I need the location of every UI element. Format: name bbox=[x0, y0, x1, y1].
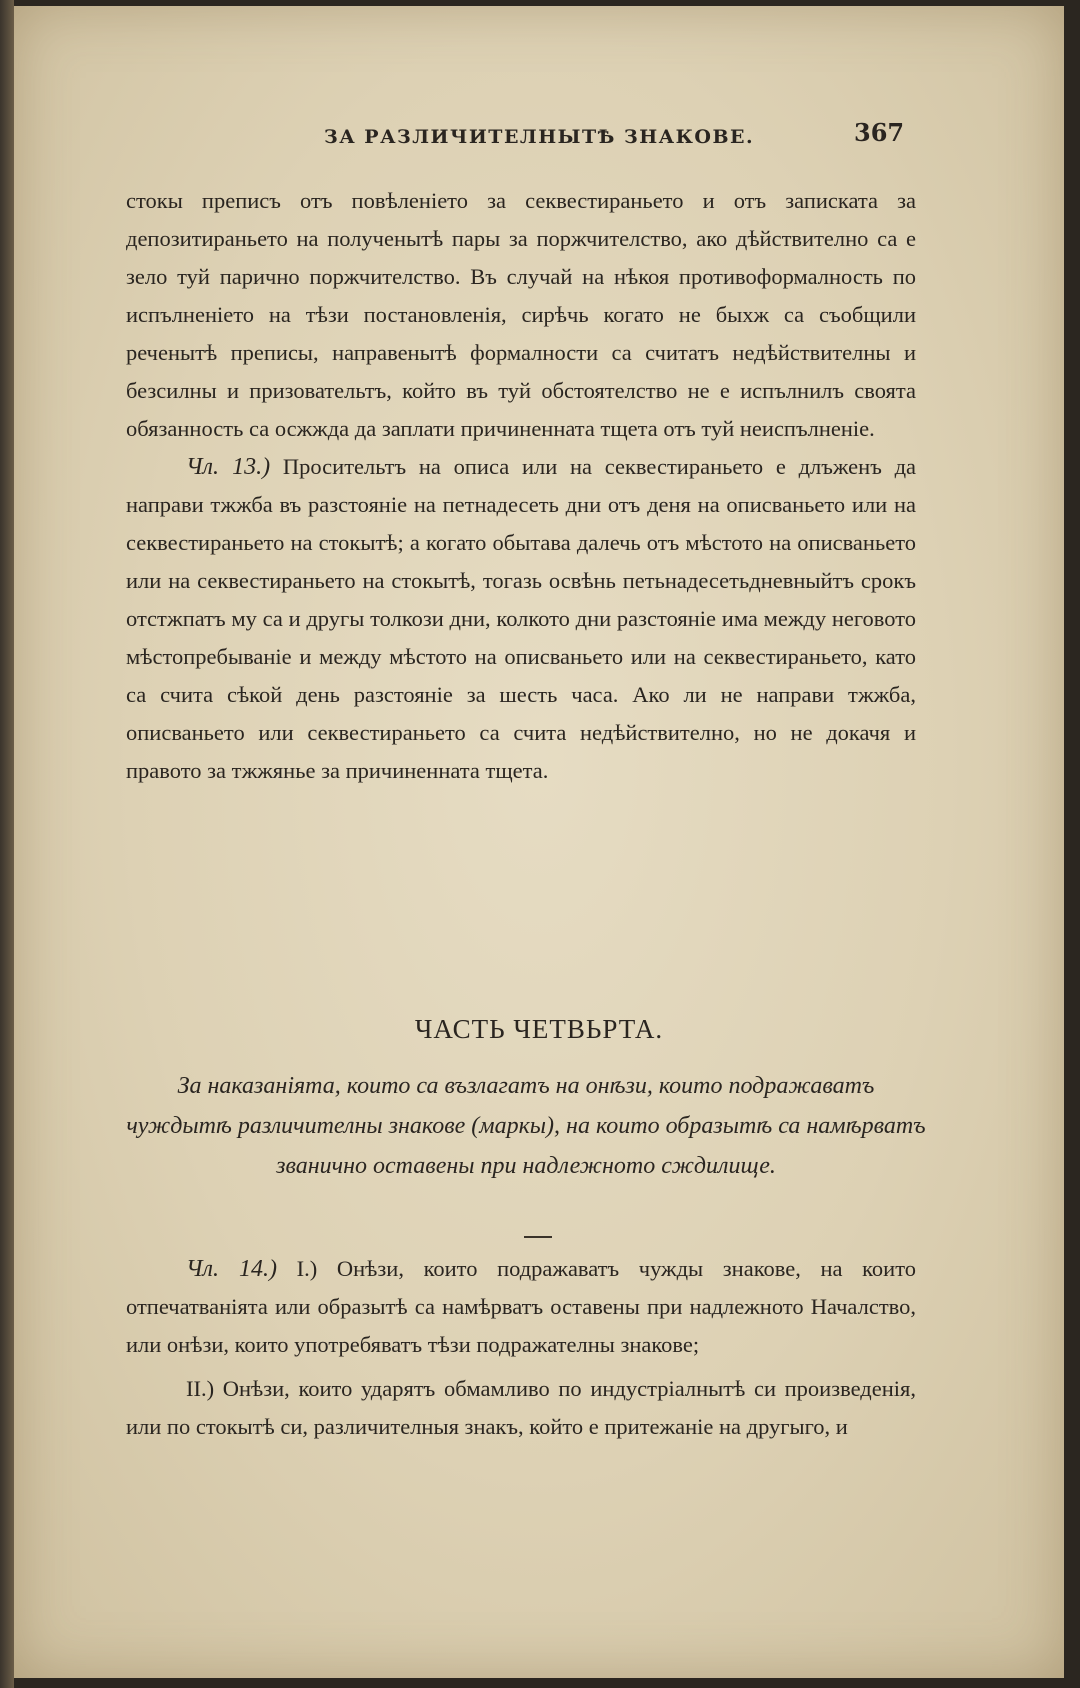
running-title: ЗА РАЗЛИЧИТЕЛНЫТѢ ЗНАКОВЕ. bbox=[324, 126, 755, 148]
article-13-text: Просительтъ на описа или на секвестираньето е длъженъ да направи тжжба въ разстояніе на петнадесеть дни отъ деня на описваньето или на секвестираньето на стокытѣ; а когато обытава далечь отъ мѣстото на описваньето или на секвестираньето на стокытѣ, тогазь освѣнь петьнадесетьдневныйтъ срокъ отстжпатъ му са и другы толкози дни, колкото дни разстояніе има между неговото мѣстопребываніе и между мѣстото на описваньето или на секвестираньето, като са счита сѣкой день разстояніе за шесть часа. Ако ли не направи тжжба, описваньето или секвестираньето са счита недѣйствително, но не докачя и правото за тжжянье за причиненната тщета. bbox=[126, 454, 917, 783]
book-page bbox=[14, 6, 1064, 1678]
section-title: ЧАСТЬ ЧЕТВЬРТА. bbox=[414, 1014, 664, 1044]
article-14-point-2: II.) Онѣзи, които ударятъ обмамливо по индустріалнытѣ си произведенія, или по стокытѣ си, различителныя знакъ, който е притежаніе на другыго, и bbox=[126, 1376, 916, 1439]
section-divider bbox=[524, 1236, 552, 1238]
article-14-label: Чл. 14.) bbox=[186, 1256, 277, 1282]
article-14 bbox=[126, 1250, 916, 1364]
paragraph-continuation: стокы преписъ отъ повѣленіето за секвестираньето и отъ записката за депозитираньето на полученытѣ пары за поржчителство, ако дѣйствително са е зело туй парично поржчителство. Въ случай на нѣкоя противоформалность по испълненіето на тѣзи постановленія, сирѣчь когато не быхж са съобщили реченытѣ преписы, направенытѣ формалности са считатъ недѣйствителны и безсилны и призовательтъ, който въ туй обстоятелство не е испълнилъ своята обязанность са осжжда да заплати причиненната тщета отъ туй неиспълненіе. bbox=[126, 188, 916, 441]
article-13 bbox=[126, 448, 916, 790]
page-number: 367 bbox=[854, 118, 905, 147]
article-14-block bbox=[126, 1250, 916, 1446]
page-header bbox=[14, 118, 1064, 154]
article-14-point-1: I.) Онѣзи, които подражаватъ чужды знакове, на които отпечатваніята или образытѣ са намѣрватъ оставены при надлежното Началство, или онѣзи, които употребяватъ тѣзи подражателны знакове; bbox=[126, 1256, 916, 1357]
page-edge-shadow bbox=[0, 0, 14, 1688]
section-subtitle: За наказаніята, които са възлагатъ на онѣзи, които подражаватъ чуждытѣ различителны знакове (маркы), на които образытѣ са намѣрватъ званично оставены при надлежното сждилище. bbox=[126, 1073, 926, 1179]
article-13-label: Чл. 13.) bbox=[186, 454, 271, 480]
continued-paragraph-block bbox=[126, 182, 916, 790]
